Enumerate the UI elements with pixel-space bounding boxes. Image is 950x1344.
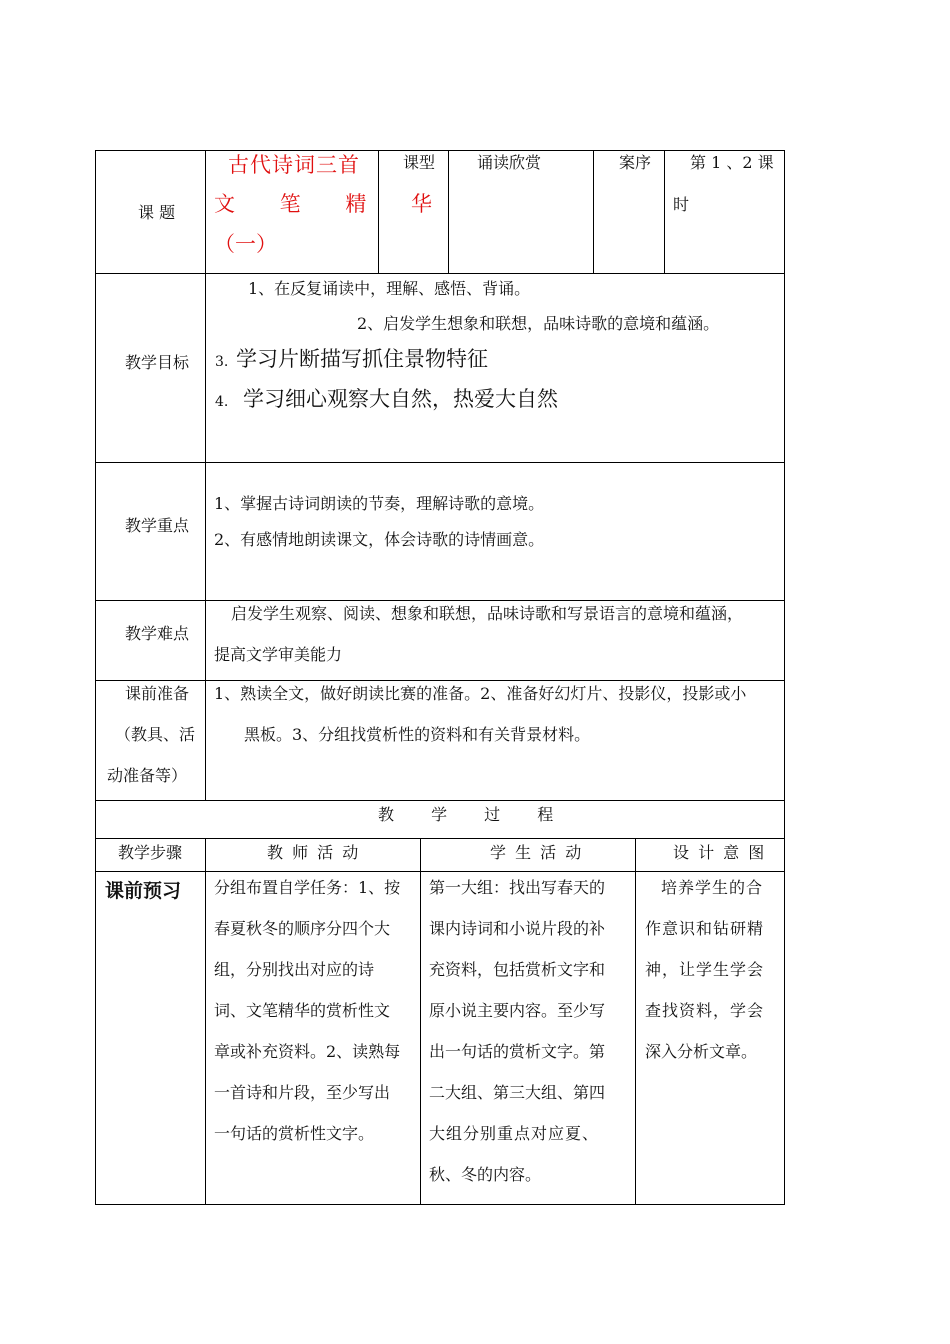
table-border [205,838,206,1205]
column-header-design: 设 计 意 图 [673,843,767,862]
table-border [664,150,665,274]
goal-item: 1、在反复诵读中，理解、感悟、背诵。 [248,279,531,298]
student-activity-line: 秋、冬的内容。 [429,1165,542,1184]
table-border-bottom [95,1204,785,1205]
table-border [95,462,785,463]
teacher-activity-line: 组，分别找出对应的诗 [214,960,375,979]
goal-number: 4. [215,394,229,410]
topic-title-line2: 文 笔 精 华 [214,192,452,216]
topic-title-line1: 古代诗词三首 [228,153,360,177]
difficulty-text: 提高文学审美能力 [214,645,343,664]
preparation-label: 课前准备 [125,684,190,703]
teacher-activity-line: 分组布置自学任务：1、按 [214,878,401,897]
keypoint-item: 2、有感情地朗读课文，体会诗歌的诗情画意。 [214,530,545,549]
table-border [95,800,785,801]
goals-label: 教学目标 [125,353,190,372]
design-intent-line: 查找资料，学会 [645,1001,765,1020]
table-border [635,838,636,1205]
lesson-order-line1: 第 1 、2 课 [690,153,774,172]
step-name: 课前预习 [105,880,182,902]
design-intent-line: 神，让学生学会 [645,960,765,979]
difficulty-text: 启发学生观察、阅读、想象和联想，品味诗歌和写景语言的意境和蕴涵， [231,604,744,623]
teacher-activity-line: 词、文笔精华的赏析性文 [214,1001,391,1020]
table-border-left [95,150,96,1205]
teacher-activity-line: 一首诗和片段，至少写出 [214,1083,391,1102]
table-border [95,600,785,601]
column-header-teacher: 教 师 活 动 [267,843,361,862]
table-border [420,838,421,1205]
design-intent-line: 培养学生的合 [661,878,764,897]
goal-number: 3. [215,354,229,370]
topic-title-line3: （一） [214,232,277,256]
lesson-type-value: 诵读欣赏 [477,153,542,172]
student-activity-line: 出一句话的赏析文字。第 [429,1042,606,1061]
difficulty-label: 教学难点 [125,624,190,643]
column-header-student: 学 生 活 动 [490,843,584,862]
goal-item: 2、启发学生想象和联想，品味诗歌的意境和蕴涵。 [357,314,720,333]
table-border [95,680,785,681]
table-border [95,838,785,839]
table-border [95,871,785,872]
lesson-type-label: 课型 [403,153,436,172]
table-border [205,150,206,801]
preparation-text: 1、熟读全文，做好朗读比赛的准备。2、准备好幻灯片、投影仪，投影或小 [214,684,747,703]
column-header-step: 教学步骤 [118,843,183,862]
student-activity-line: 课内诗词和小说片段的补 [429,919,606,938]
goal-item: 学习片断描写抓住景物特征 [236,347,488,371]
student-activity-line: 充资料，包括赏析文字和 [429,960,606,979]
table-border-right [784,150,785,1205]
student-activity-line: 大组分别重点对应夏、 [429,1124,600,1143]
preparation-label: 动准备等） [107,766,188,785]
keypoint-item: 1、掌握古诗词朗读的节奏，理解诗歌的意境。 [214,494,545,513]
student-activity-line: 第一大组：找出写春天的 [429,878,606,897]
student-activity-line: 原小说主要内容。至少写 [429,1001,606,1020]
teacher-activity-line: 春夏秋冬的顺序分四个大 [214,919,391,938]
topic-label: 课 题 [138,203,176,222]
table-border [95,273,785,274]
design-intent-line: 作意识和钻研精 [645,919,765,938]
process-title: 教 学 过 程 [378,805,570,824]
lesson-order-label: 案序 [619,153,652,172]
table-border-top [95,150,785,151]
teacher-activity-line: 一句话的赏析性文字。 [214,1124,375,1143]
preparation-text: 黑板。3、分组找赏析性的资料和有关背景材料。 [244,725,591,744]
goal-item: 学习细心观察大自然，热爱大自然 [243,387,558,411]
teacher-activity-line: 章或补充资料。2、读熟每 [214,1042,401,1061]
student-activity-line: 二大组、第三大组、第四 [429,1083,606,1102]
keypoints-label: 教学重点 [125,516,190,535]
lesson-order-line2: 时 [673,195,690,214]
preparation-label: （教具、活 [115,725,196,744]
design-intent-line: 深入分析文章。 [645,1042,758,1061]
table-border [593,150,594,274]
